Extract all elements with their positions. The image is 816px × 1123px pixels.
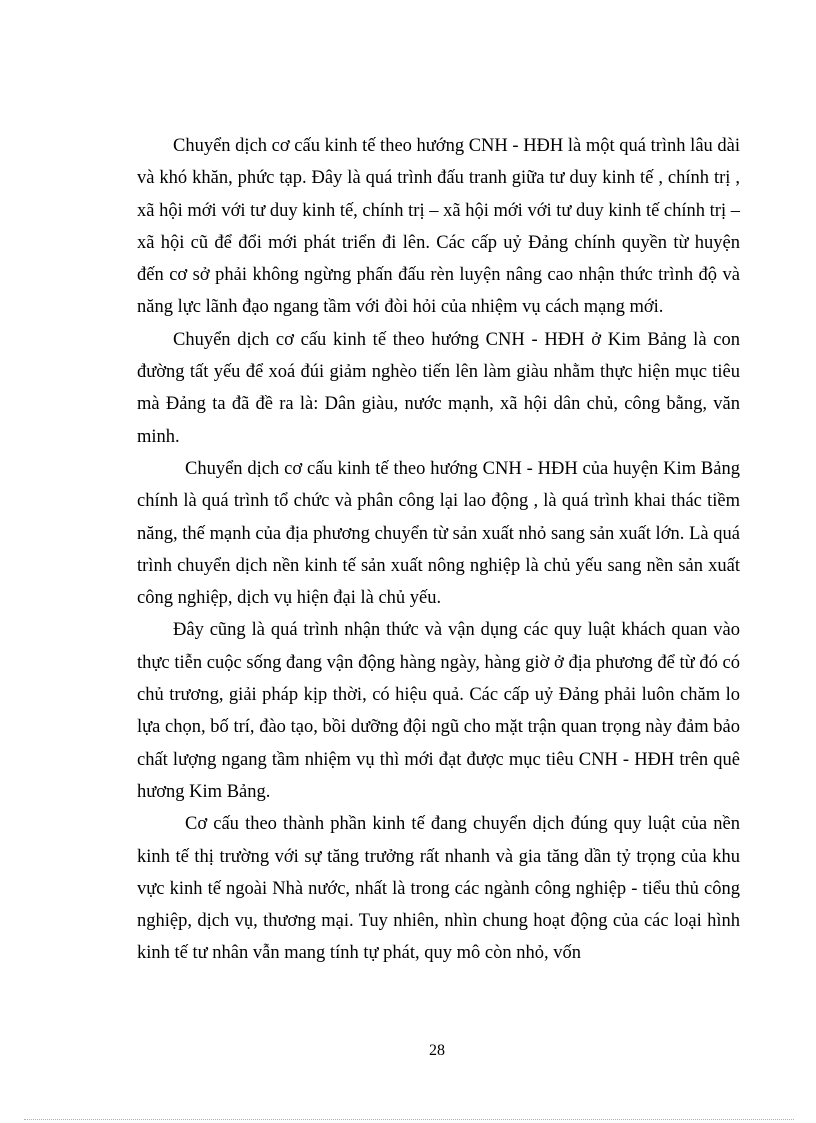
paragraph-4: Đây cũng là quá trình nhận thức và vận dụng các quy luật khách quan vào thực tiễn cuộc sống đang vận động hàng ngày, hàng giờ ở địa phương để từ đó có chủ trương, giải pháp kịp thời, có hiệu quả. Các cấp uỷ Đảng phải luôn chăm lo lựa chọn, bố trí, đào tạo, bồi dưỡng đội ngũ cho mặt trận quan trọng này đảm bảo chất lượng ngang tầm nhiệm vụ thì mới đạt được mục tiêu CNH - HĐH trên quê hương Kim Bảng.: [137, 620, 740, 802]
paragraph-5: Cơ cấu theo thành phần kinh tế đang chuyển dịch đúng quy luật của nền kinh tế thị trường với sự tăng trưởng rất nhanh và gia tăng dần tỷ trọng của khu vực kinh tế ngoài Nhà nước, nhất là trong các ngành công nghiệp - tiểu thủ công nghiệp, dịch vụ, thương mại. Tuy nhiên, nhìn chung hoạt động của các loại hình kinh tế tư nhân vẫn mang tính tự phát, quy mô còn nhỏ, vốn: [137, 814, 740, 964]
page-number: 28: [429, 1042, 445, 1059]
paragraph-3: Chuyển dịch cơ cấu kinh tế theo hướng CNH - HĐH của huyện Kim Bảng chính là quá trình tổ chức và phân công lại lao động , là quá trình khai thác tiềm năng, thế mạnh của địa phương chuyển từ sản xuất nhỏ sang sản xuất lớn. Là quá trình chuyển dịch nền kinh tế sản xuất nông nghiệp là chủ yếu sang nền sản xuất công nghiệp, dịch vụ hiện đại là chủ yếu.: [137, 458, 740, 609]
paragraph-2: Chuyển dịch cơ cấu kinh tế theo hướng CNH - HĐH ở Kim Bảng là con đường tất yếu để xoá đúi giảm nghèo tiến lên làm giàu nhằm thực hiện mục tiêu mà Đảng ta đã đề ra là: Dân giàu, nước mạnh, xã hội dân chủ, công bằng, văn minh.: [137, 329, 740, 447]
paragraph-1: Chuyển dịch cơ cấu kinh tế theo hướng CNH - HĐH là một quá trình lâu dài và khó khăn, phức tạp. Đây là quá trình đấu tranh giữa tư duy kinh tế , chính trị , xã hội mới với tư duy kinh tế, chính trị – xã hội mới với tư duy kinh tế chính trị – xã hội cũ để đổi mới phát triển đi lên. Các cấp uỷ Đảng chính quyền từ huyện đến cơ sở phải không ngừng phấn đấu rèn luyện nâng cao nhận thức trình độ và năng lực lãnh đạo ngang tầm với đòi hỏi của nhiệm vụ cách mạng mới.: [137, 136, 741, 318]
body-text: [137, 130, 740, 970]
page-bottom-divider: [24, 1119, 794, 1120]
